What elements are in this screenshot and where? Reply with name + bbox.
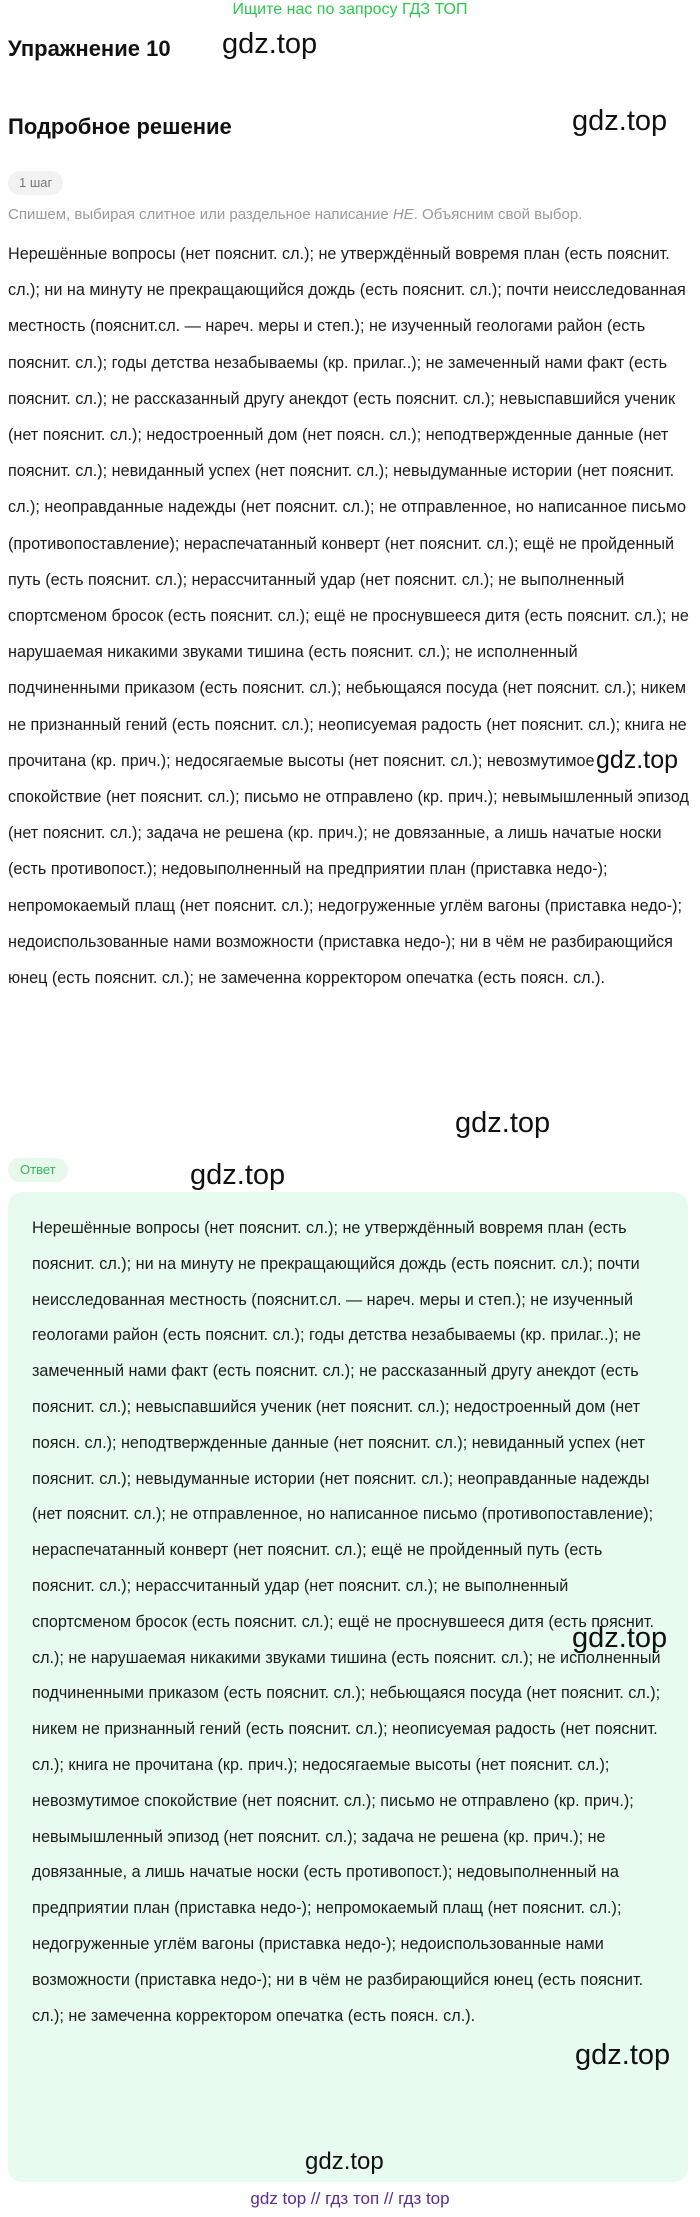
watermark: gdz.top xyxy=(305,2148,384,2175)
watermark: gdz.top xyxy=(596,746,679,774)
watermark: gdz.top xyxy=(455,1107,551,1139)
task-instruction xyxy=(8,205,688,225)
step-badge: 1 шаг xyxy=(8,171,63,195)
search-promo-banner: Ищите нас по запросу ГДЗ ТОП xyxy=(232,1,468,18)
exercise-title: Упражнение 10 xyxy=(8,36,171,61)
solution-text: Нерешённые вопросы (нет пояснит. сл.); не утверждённый вовремя план (есть пояснит. сл.); ни на минуту не прекращающийся дождь (есть пояснит. сл.); почти неисследованная местность (пояснит.сл. — нареч. меры и степ.); не изученный геологами район (есть пояснит. сл.); годы детства незабываемы (кр. прилаг..); не замеченный нами факт (есть пояснит. сл.); не рассказанный другу анекдот (есть пояснит. сл.); невыспавшийся ученик (нет пояснит. сл.); недостроенный дом (нет поясн. сл.); неподтвержденные данные (нет пояснит. сл.); невиданный успех (нет пояснит. сл.); невыдуманные истории (нет пояснит. сл.); неоправданные надежды (нет пояснит. сл.); не отправленное, но написанное письмо (противопоставление); нераспечатанный конверт (нет пояснит. сл.); ещё не пройденный путь (есть пояснит. сл.); нерассчитанный удар (нет пояснит. сл.); не выполненный спортсменом бросок (есть пояснит. сл.); ещё не проснувшееся дитя (есть пояснит. сл.); не нарушаемая никакими звуками тишина (есть пояснит. сл.); не исполненный подчиненными приказом (есть пояснит. сл.); небьющаяся посуда (нет пояснит. сл.); никем не признанный гений (есть пояснит. сл.); неописуемая радость (нет пояснит. сл.); книга не прочитана (кр. прич.); недосягаемые высоты (нет пояснит. сл.); невозмутимое спокойствие (нет пояснит. сл.); письмо не отправлено (кр. прич.); невымышленный эпизод (нет пояснит. сл.); задача не решена (кр. прич.); не довязанные, а лишь начатые носки (есть противопост.); недовыполненный на предприятии план (приставка недо-); непромокаемый плащ (нет пояснит. сл.); недогруженные углём вагоны (приставка недо-); недоиспользованные нами возможности (приставка недо-); ни в чём не разбирающийся юнец (есть пояснит. сл.); не замеченна корректором опечатка (есть поясн. сл.). xyxy=(8,245,689,988)
answer-badge: Ответ xyxy=(8,1158,68,1182)
instruction-text-end: . Объясним свой выбор. xyxy=(413,206,583,223)
footer-links: gdz top // гдз топ // гдз top xyxy=(250,2189,450,2208)
watermark: gdz.top xyxy=(222,28,318,60)
watermark: gdz.top xyxy=(572,1622,668,1654)
answer-box xyxy=(8,1192,688,2182)
answer-text: Нерешённые вопросы (нет пояснит. сл.); не утверждённый вовремя план (есть пояснит. сл.); ни на минуту не прекращающийся дождь (есть пояснит. сл.); почти неисследованная местность (пояснит.сл. — нареч. меры и степ.); не изученный геологами район (есть пояснит. сл.); годы детства незабываемы (кр. прилаг..); не замеченный нами факт (есть пояснит. сл.); не рассказанный другу анекдот (есть пояснит. сл.); невыспавшийся ученик (нет пояснит. сл.); недостроенный дом (нет поясн. сл.); неподтвержденные данные (нет пояснит. сл.); невиданный успех (нет пояснит. сл.); невыдуманные истории (нет пояснит. сл.); неоправданные надежды (нет пояснит. сл.); не отправленное, но написанное письмо (противопоставление); нераспечатанный конверт (нет пояснит. сл.); ещё не пройденный путь (есть пояснит. сл.); нерассчитанный удар (нет пояснит. сл.); не выполненный спортсменом бросок (есть пояснит. сл.); ещё не проснувшееся дитя (есть пояснит. сл.); не нарушаемая никакими звуками тишина (есть пояснит. сл.); не исполненный подчиненными приказом (есть пояснит. сл.); небьющаяся посуда (нет пояснит. сл.); никем не признанный гений (есть пояснит. сл.); неописуемая радость (нет пояснит. сл.); книга не прочитана (кр. прич.); недосягаемые высоты (нет пояснит. сл.); невозмутимое спокойствие (нет пояснит. сл.); письмо не отправлено (кр. прич.); невымышленный эпизод (нет пояснит. сл.); задача не решена (кр. прич.); не довязанные, а лишь начатые носки (есть противопост.); недовыполненный на предприятии план (приставка недо-); непромокаемый плащ (нет пояснит. сл.); недогруженные углём вагоны (приставка недо-); недоиспользованные нами возможности (приставка недо-); ни в чём не разбирающийся юнец (есть пояснит. сл.); не замеченна корректором опечатка (есть поясн. сл.). xyxy=(32,1219,661,2025)
instruction-text: Спишем, выбирая слитное или раздельное написание xyxy=(8,206,393,223)
watermark: gdz.top xyxy=(190,1159,286,1191)
solution-heading: Подробное решение xyxy=(8,114,232,139)
watermark: gdz.top xyxy=(575,2039,671,2071)
instruction-emphasis: НЕ xyxy=(392,206,414,223)
watermark: gdz.top xyxy=(572,105,668,137)
